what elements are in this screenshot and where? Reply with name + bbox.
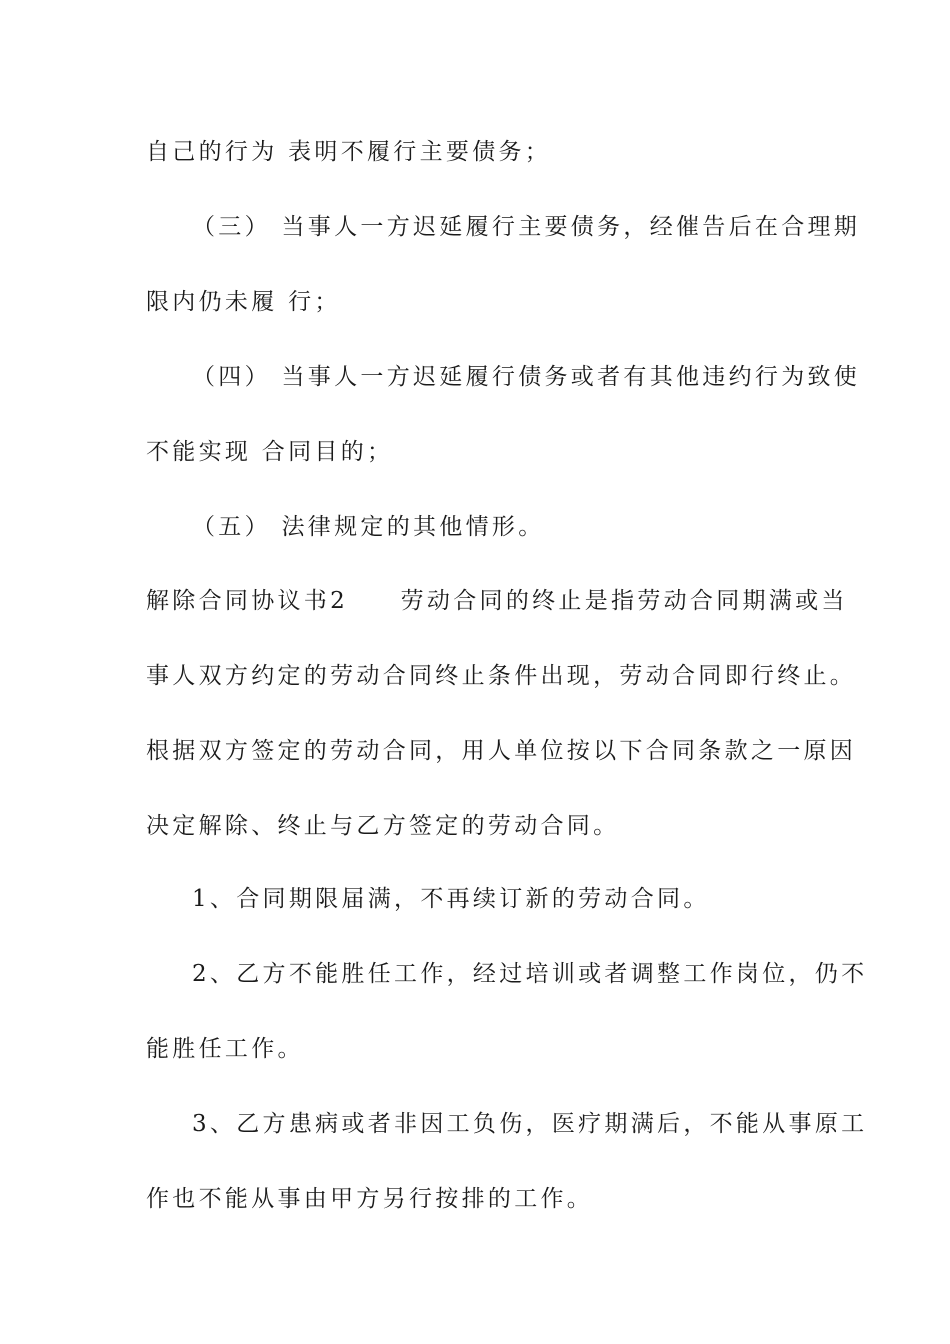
text-line-3: 限内仍未履 行； <box>146 289 341 315</box>
text-line-10: 决定解除、终止与乙方签定的劳动合同。 <box>146 813 620 839</box>
text-line-12: 2、乙方不能胜任工作，经过培训或者调整工作岗位，仍不 <box>192 961 868 987</box>
text-line-9: 根据双方签定的劳动合同，用人单位按以下合同条款之一原因 <box>146 738 857 764</box>
text-line-1: 自己的行为 表明不履行主要债务； <box>146 139 552 165</box>
text-line-14: 3、乙方患病或者非因工负伤，医疗期满后，不能从事原工 <box>192 1111 868 1137</box>
text-line-15: 作也不能从事由甲方另行按排的工作。 <box>146 1186 594 1212</box>
text-line-4: （四） 当事人一方迟延履行债务或者有其他违约行为致使 <box>192 364 861 390</box>
text-line-2: （三） 当事人一方迟延履行主要债务，经催告后在合理期 <box>192 214 861 240</box>
text-line-8: 事人双方约定的劳动合同终止条件出现，劳动合同即行终止。 <box>146 663 857 689</box>
text-line-13: 能胜任工作。 <box>146 1036 304 1062</box>
text-line-11: 1、合同期限届满，不再续订新的劳动合同。 <box>192 886 710 912</box>
text-line-5: 不能实现 合同目的； <box>146 439 394 465</box>
text-line-7: 解除合同协议书2 劳动合同的终止是指劳动合同期满或当 <box>146 588 848 614</box>
text-line-6: （五） 法律规定的其他情形。 <box>192 514 545 540</box>
